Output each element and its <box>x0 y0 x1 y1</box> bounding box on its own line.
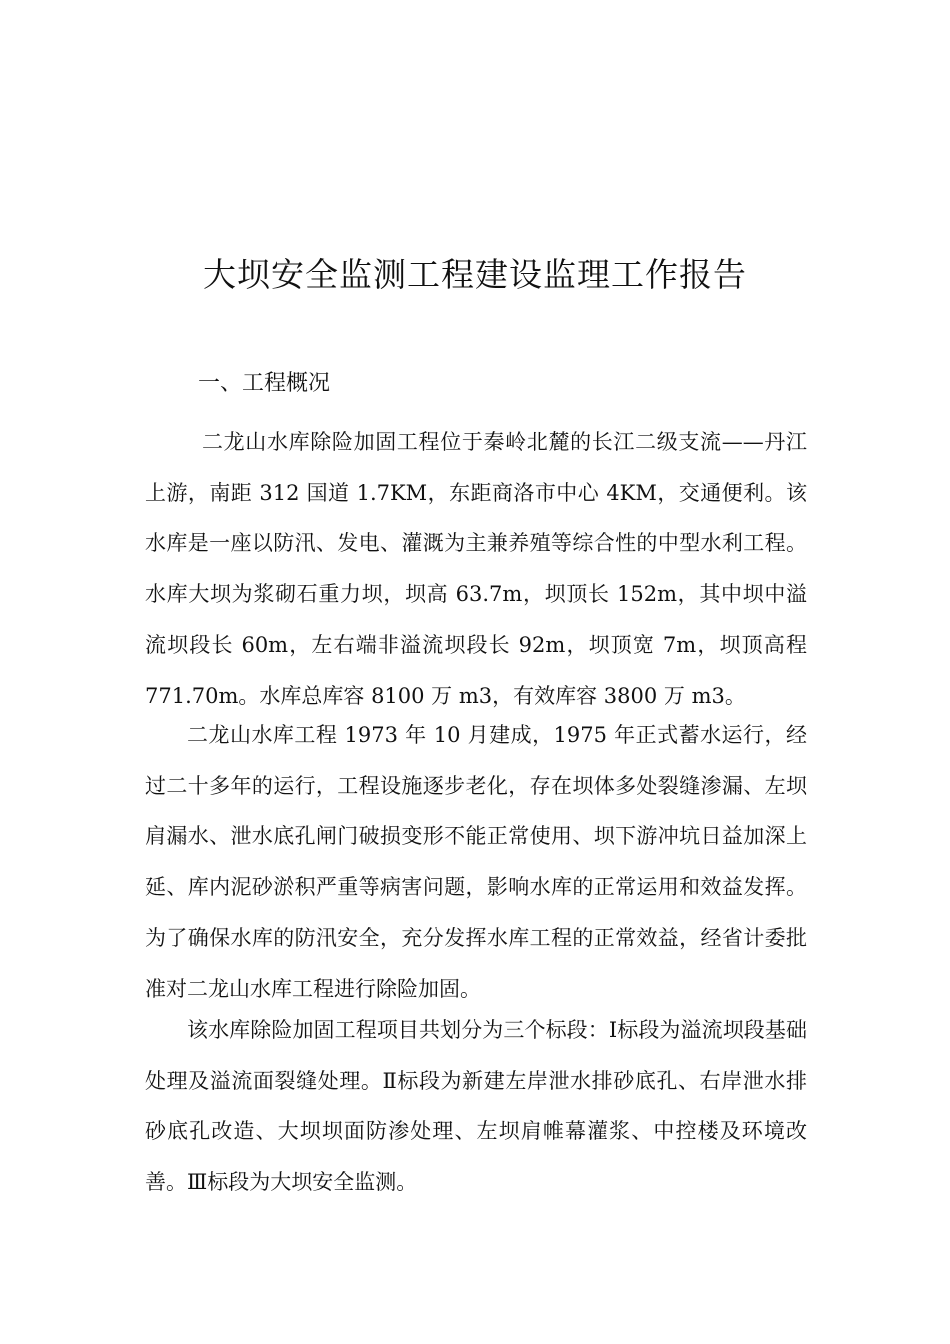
section-heading: 一、工程概况 <box>198 371 331 396</box>
paragraph-project-history: 二龙山水库工程 1973 年 10 月建成，1975 年正式蓄水运行，经过二十多年的运行，工程设施逐步老化，存在坝体多处裂缝渗漏、左坝肩漏水、泄水底孔闸门破损变形不能正常使用、坝下游冲坑日益加深上延、库内泥砂淤积严重等病害问题，影响水库的正常运用和效益发挥。为了确保水库的防汛安全，充分发挥水库工程的正常效益，经省计委批准对二龙山水库工程进行除险加固。 <box>145 723 807 1001</box>
paragraph-project-sections: 该水库除险加固工程项目共划分为三个标段：Ⅰ标段为溢流坝段基础处理及溢流面裂缝处理。Ⅱ标段为新建左岸泄水排砂底孔、右岸泄水排砂底孔改造、大坝坝面防渗处理、左坝肩帷幕灌浆、中控楼及环境改善。Ⅲ标段为大坝安全监测。 <box>145 1018 807 1195</box>
document-title: 大坝安全监测工程建设监理工作报告 <box>203 255 747 294</box>
paragraph-project-location: 二龙山水库除险加固工程位于秦岭北麓的长江二级支流——丹江上游，南距 312 国道 1.7KM，东距商洛市中心 4KM，交通便利。该水库是一座以防汛、发电、灌溉为主兼养殖等综合性的中型水利工程。水库大坝为浆砌石重力坝，坝高 63.7m，坝顶长 152m，其中坝中溢流坝段长 60m，左右端非溢流坝段长 92m，坝顶宽 7m，坝顶高程 771.70m。水库总库容 8100 万 m3，有效库容 3800 万 m3。 <box>145 430 807 708</box>
